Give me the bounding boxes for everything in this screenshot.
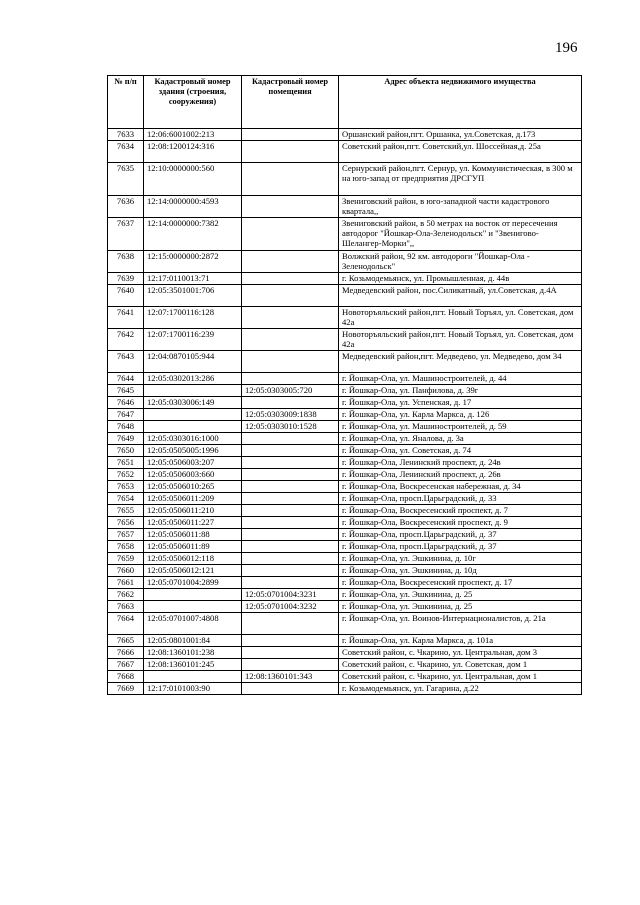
row-number-cell: 7664 [108, 613, 144, 635]
room-cadastral-cell [242, 218, 339, 251]
table-row [108, 307, 582, 329]
room-cadastral-cell [242, 196, 339, 218]
table-row [108, 273, 582, 285]
table-row [108, 385, 582, 397]
row-number-cell: 7638 [108, 251, 144, 273]
table-row [108, 577, 582, 589]
building-cadastral-cell: 12:05:0801001:84 [144, 635, 242, 647]
address-cell: г. Йошкар-Ола, ул. Воинов-Интернационалистов, д. 21а [339, 613, 582, 635]
room-cadastral-cell [242, 351, 339, 373]
row-number-cell: 7662 [108, 589, 144, 601]
building-cadastral-cell: 12:05:0506011:88 [144, 529, 242, 541]
address-cell: Волжский район, 92 км. автодороги "Йошкар-Ола - Зеленодольск" [339, 251, 582, 273]
address-cell: г. Йошкар-Ола, ул. Эшкинина, д. 25 [339, 601, 582, 613]
row-number-cell: 7633 [108, 129, 144, 141]
address-cell: г. Йошкар-Ола, ул. Эшкинина, д. 10д [339, 565, 582, 577]
address-cell: Советский район,пгт. Советский,ул. Шоссейная,д. 25а [339, 141, 582, 163]
room-cadastral-cell [242, 505, 339, 517]
table-row [108, 613, 582, 635]
room-cadastral-cell [242, 647, 339, 659]
building-cadastral-cell: 12:05:0506011:209 [144, 493, 242, 505]
header-room-cadastral: Кадастровый номер помещения [242, 76, 339, 129]
room-cadastral-cell [242, 493, 339, 505]
address-cell: г. Йошкар-Ола, ул. Карла Маркса, д. 126 [339, 409, 582, 421]
table-row [108, 671, 582, 683]
room-cadastral-cell [242, 285, 339, 307]
address-cell: г. Йошкар-Ола, ул. Эшкинина, д. 25 [339, 589, 582, 601]
property-registry-table [107, 75, 582, 695]
row-number-cell: 7661 [108, 577, 144, 589]
building-cadastral-cell: 12:05:0506011:227 [144, 517, 242, 529]
building-cadastral-cell: 12:05:0505005:1996 [144, 445, 242, 457]
address-cell: Сернурский район,пгт. Сернур, ул. Коммунистическая, в 300 м на юго-запад от предприятия ДРСГУП [339, 163, 582, 196]
room-cadastral-cell [242, 529, 339, 541]
building-cadastral-cell: 12:05:0506010:265 [144, 481, 242, 493]
room-cadastral-cell [242, 373, 339, 385]
row-number-cell: 7660 [108, 565, 144, 577]
building-cadastral-cell: 12:05:0506003:207 [144, 457, 242, 469]
room-cadastral-cell [242, 683, 339, 695]
row-number-cell: 7652 [108, 469, 144, 481]
building-cadastral-cell: 12:05:0506003:660 [144, 469, 242, 481]
row-number-cell: 7653 [108, 481, 144, 493]
building-cadastral-cell: 12:04:0870105:944 [144, 351, 242, 373]
table-row [108, 433, 582, 445]
row-number-cell: 7665 [108, 635, 144, 647]
building-cadastral-cell [144, 385, 242, 397]
header-building-cadastral: Кадастровый номер здания (строения, сооружения) [144, 76, 242, 129]
room-cadastral-cell [242, 141, 339, 163]
building-cadastral-cell: 12:05:0303006:149 [144, 397, 242, 409]
table-row [108, 541, 582, 553]
address-cell: г. Йошкар-Ола, Воскресенский проспект, д. 9 [339, 517, 582, 529]
row-number-cell: 7659 [108, 553, 144, 565]
room-cadastral-cell [242, 397, 339, 409]
table-row [108, 285, 582, 307]
building-cadastral-cell: 12:14:0000000:4593 [144, 196, 242, 218]
room-cadastral-cell [242, 163, 339, 196]
table-row [108, 129, 582, 141]
table-row [108, 505, 582, 517]
building-cadastral-cell: 12:05:0506011:89 [144, 541, 242, 553]
row-number-cell: 7667 [108, 659, 144, 671]
room-cadastral-cell [242, 469, 339, 481]
building-cadastral-cell: 12:15:0000000:2872 [144, 251, 242, 273]
table-row [108, 163, 582, 196]
table-row [108, 683, 582, 695]
address-cell: г. Йошкар-Ола, ул. Яналова, д. 3а [339, 433, 582, 445]
room-cadastral-cell [242, 659, 339, 671]
room-cadastral-cell [242, 565, 339, 577]
room-cadastral-cell: 12:05:0701004:3232 [242, 601, 339, 613]
row-number-cell: 7656 [108, 517, 144, 529]
header-number: № п/п [108, 76, 144, 129]
table-row [108, 529, 582, 541]
address-cell: г. Йошкар-Ола, просп.Царьградский, д. 37 [339, 541, 582, 553]
table-header-row [108, 76, 582, 129]
building-cadastral-cell: 12:17:0110013:71 [144, 273, 242, 285]
address-cell: г. Йошкар-Ола, ул. Успенская, д. 17 [339, 397, 582, 409]
row-number-cell: 7669 [108, 683, 144, 695]
row-number-cell: 7666 [108, 647, 144, 659]
address-cell: г. Козьмодемьянск, ул. Промышленная, д. 44в [339, 273, 582, 285]
room-cadastral-cell [242, 445, 339, 457]
address-cell: Советский район, с. Чкарино, ул. Советская, дом 1 [339, 659, 582, 671]
room-cadastral-cell [242, 329, 339, 351]
building-cadastral-cell: 12:05:3501001:706 [144, 285, 242, 307]
address-cell: г. Йошкар-Ола, Воскресенский проспект, д. 17 [339, 577, 582, 589]
address-cell: Новоторъяльский район,пгт. Новый Торъял, ул. Советская, дом 42а [339, 307, 582, 329]
row-number-cell: 7655 [108, 505, 144, 517]
building-cadastral-cell: 12:05:0506012:118 [144, 553, 242, 565]
table-row [108, 469, 582, 481]
room-cadastral-cell [242, 635, 339, 647]
row-number-cell: 7657 [108, 529, 144, 541]
building-cadastral-cell: 12:08:1360101:238 [144, 647, 242, 659]
address-cell: г. Йошкар-Ола, ул. Панфилова, д. 39г [339, 385, 582, 397]
address-cell: Звениговский район, в юго-западной части кадастрового квартала,, [339, 196, 582, 218]
room-cadastral-cell [242, 251, 339, 273]
address-cell: г. Йошкар-Ола, Ленинский проспект, д. 26в [339, 469, 582, 481]
building-cadastral-cell: 12:05:0701007:4808 [144, 613, 242, 635]
row-number-cell: 7663 [108, 601, 144, 613]
address-cell: Советский район, с. Чкарино, ул. Центральная, дом 1 [339, 671, 582, 683]
room-cadastral-cell [242, 457, 339, 469]
building-cadastral-cell [144, 421, 242, 433]
table-row [108, 647, 582, 659]
row-number-cell: 7658 [108, 541, 144, 553]
address-cell: Оршанский район,пгт. Оршанка, ул.Советская, д.173 [339, 129, 582, 141]
row-number-cell: 7641 [108, 307, 144, 329]
building-cadastral-cell [144, 409, 242, 421]
row-number-cell: 7642 [108, 329, 144, 351]
building-cadastral-cell [144, 589, 242, 601]
row-number-cell: 7635 [108, 163, 144, 196]
building-cadastral-cell: 12:08:1360101:245 [144, 659, 242, 671]
table-row [108, 517, 582, 529]
table-row [108, 445, 582, 457]
building-cadastral-cell: 12:06:6001002:213 [144, 129, 242, 141]
row-number-cell: 7639 [108, 273, 144, 285]
room-cadastral-cell: 12:05:0303010:1528 [242, 421, 339, 433]
building-cadastral-cell: 12:05:0506011:210 [144, 505, 242, 517]
table-row [108, 141, 582, 163]
room-cadastral-cell: 12:05:0303009:1838 [242, 409, 339, 421]
address-cell: г. Йошкар-Ола, Воскресенская набережная, д. 34 [339, 481, 582, 493]
address-cell: Медведевский район,пгт. Медведево, ул. Медведево, дом 34 [339, 351, 582, 373]
room-cadastral-cell [242, 129, 339, 141]
address-cell: г. Козьмодемьянск, ул. Гагарина, д.22 [339, 683, 582, 695]
row-number-cell: 7646 [108, 397, 144, 409]
address-cell: г. Йошкар-Ола, ул. Машиностроителей, д. 44 [339, 373, 582, 385]
room-cadastral-cell [242, 613, 339, 635]
room-cadastral-cell [242, 307, 339, 329]
address-cell: Новоторъяльский район,пгт. Новый Торъял, ул. Советская, дом 42а [339, 329, 582, 351]
table-row [108, 351, 582, 373]
row-number-cell: 7648 [108, 421, 144, 433]
room-cadastral-cell [242, 481, 339, 493]
building-cadastral-cell: 12:05:0303016:1000 [144, 433, 242, 445]
building-cadastral-cell: 12:05:0506012:121 [144, 565, 242, 577]
header-address: Адрес объекта недвижимого имущества [339, 76, 582, 129]
address-cell: г. Йошкар-Ола, ул. Эшкинина, д. 10г [339, 553, 582, 565]
address-cell: Советский район, с. Чкарино, ул. Центральная, дом 3 [339, 647, 582, 659]
room-cadastral-cell [242, 553, 339, 565]
row-number-cell: 7645 [108, 385, 144, 397]
building-cadastral-cell: 12:07:1700116:239 [144, 329, 242, 351]
address-cell: г. Йошкар-Ола, ул. Машиностроителей, д. 59 [339, 421, 582, 433]
address-cell: г. Йошкар-Ола, ул. Советская, д. 74 [339, 445, 582, 457]
room-cadastral-cell [242, 433, 339, 445]
table-row [108, 481, 582, 493]
building-cadastral-cell [144, 671, 242, 683]
row-number-cell: 7650 [108, 445, 144, 457]
row-number-cell: 7654 [108, 493, 144, 505]
table-row [108, 329, 582, 351]
table-row [108, 553, 582, 565]
room-cadastral-cell [242, 273, 339, 285]
row-number-cell: 7649 [108, 433, 144, 445]
address-cell: г. Йошкар-Ола, Воскресенский проспект, д. 7 [339, 505, 582, 517]
table-row [108, 251, 582, 273]
building-cadastral-cell: 12:10:0000000:560 [144, 163, 242, 196]
room-cadastral-cell [242, 517, 339, 529]
row-number-cell: 7668 [108, 671, 144, 683]
table-row [108, 659, 582, 671]
address-cell: г. Йошкар-Ола, Ленинский проспект, д. 24в [339, 457, 582, 469]
table-row [108, 493, 582, 505]
table-row [108, 601, 582, 613]
table-row [108, 196, 582, 218]
row-number-cell: 7644 [108, 373, 144, 385]
table-row [108, 409, 582, 421]
address-cell: Медведевский район, пос.Силикатный, ул.Советская, д.4А [339, 285, 582, 307]
building-cadastral-cell [144, 601, 242, 613]
room-cadastral-cell: 12:05:0303005:720 [242, 385, 339, 397]
table-row [108, 589, 582, 601]
building-cadastral-cell: 12:07:1700116:128 [144, 307, 242, 329]
building-cadastral-cell: 12:14:0000000:7382 [144, 218, 242, 251]
row-number-cell: 7643 [108, 351, 144, 373]
building-cadastral-cell: 12:17:0101003:90 [144, 683, 242, 695]
row-number-cell: 7634 [108, 141, 144, 163]
address-cell: г. Йошкар-Ола, ул. Карла Маркса, д. 101а [339, 635, 582, 647]
table-row [108, 218, 582, 251]
address-cell: г. Йошкар-Ола, просп.Царьградский, д. 33 [339, 493, 582, 505]
table-row [108, 397, 582, 409]
room-cadastral-cell [242, 577, 339, 589]
table-row [108, 565, 582, 577]
row-number-cell: 7651 [108, 457, 144, 469]
building-cadastral-cell: 12:05:0701004:2899 [144, 577, 242, 589]
table-row [108, 373, 582, 385]
table-row [108, 421, 582, 433]
row-number-cell: 7637 [108, 218, 144, 251]
room-cadastral-cell: 12:05:0701004:3231 [242, 589, 339, 601]
room-cadastral-cell: 12:08:1360101:343 [242, 671, 339, 683]
address-cell: Звениговский район, в 50 метрах на восток от пересечения автодорог "Йошкар-Ола-Зеленодольск" и "Звенигово-Шелангер-Морки",, [339, 218, 582, 251]
table-row [108, 457, 582, 469]
row-number-cell: 7640 [108, 285, 144, 307]
row-number-cell: 7636 [108, 196, 144, 218]
room-cadastral-cell [242, 541, 339, 553]
table-row [108, 635, 582, 647]
address-cell: г. Йошкар-Ола, просп.Царьградский, д. 37 [339, 529, 582, 541]
building-cadastral-cell: 12:08:1200124:316 [144, 141, 242, 163]
page-number: 196 [555, 40, 578, 56]
row-number-cell: 7647 [108, 409, 144, 421]
building-cadastral-cell: 12:05:0302013:286 [144, 373, 242, 385]
